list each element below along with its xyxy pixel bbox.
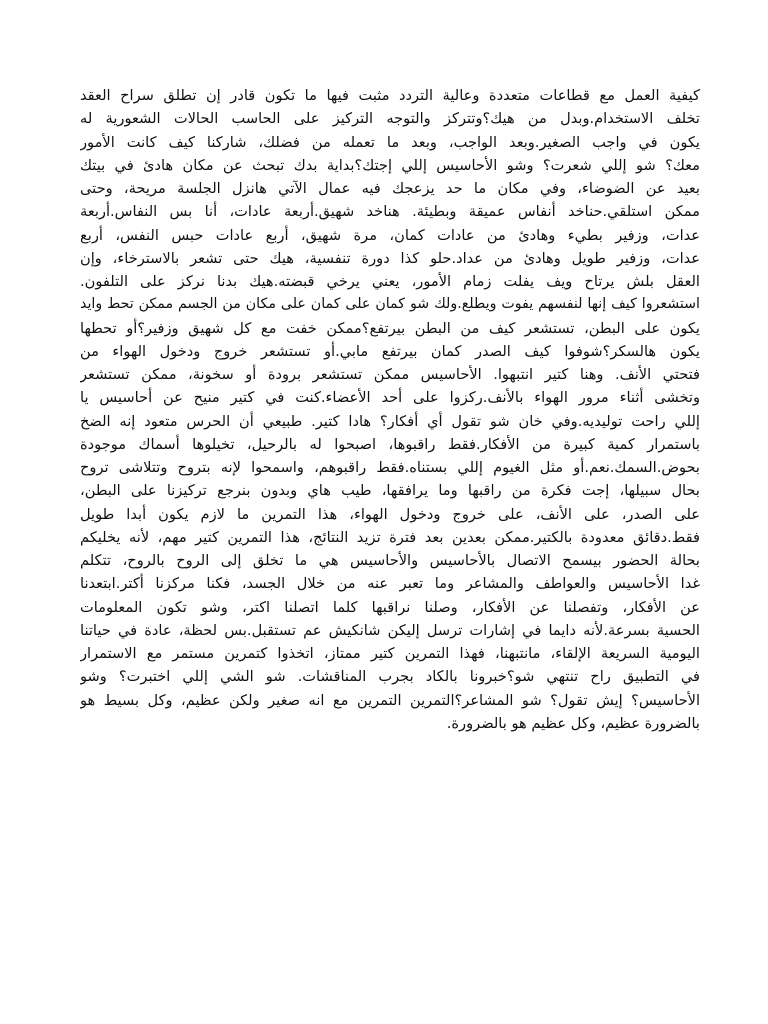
text-line: عدات، وزفير بطيء وهادئ من عادات كمان، مرة شهيق، أربع عادات حبس النفس، أربع	[80, 226, 700, 244]
text-line: بحوض.السمك.نعم.أو مثل الغيوم إللي بستناه.فقط راقبوهم، واسمحوا لإنه بتروح وتتلاشى تروح	[80, 459, 700, 476]
text-line: اليومية السريعة الإلقاء، مانتبهنا، فهذا التمرين كتير ممتاز، اتخذوا كتمرين مستمر مع الاستمرار	[80, 645, 700, 662]
text-line: استشعروا كيف إنها لنفسهم يفوت ويطلع.ولك شو كمان على كمان على مكان من الجسم ممكن تحط وايد	[80, 296, 700, 313]
text-line: فتحتي الأنف. وهنا كتير انتبهوا. الأحاسيس ممكن تستشعر برودة أو سخونة، ممكن تستشعر	[80, 366, 700, 383]
text-line: وتخشى أثناء مرور الهواء بالأنف.ركزوا على أحد الأعضاء.كنت في كتير منيح عن أحاسيس يا	[80, 389, 700, 407]
text-line: عن الأفكار، وتفصلنا عن الأفكار، وصلنا نراقبها كلما اتصلنا اكتر، وشو تكون المعلومات	[80, 598, 700, 616]
body-text	[80, 84, 700, 735]
text-line: باستمرار كمية كبيرة من الأفكار.فقط راقبوها، اصبحوا له بالرحيل، تخيلوها أسماك موجودة	[80, 435, 700, 453]
text-line: بحال سبيلها، إجت فكرة من راقبها وما يرافقها، طيب هاي وبدون بنرجع تركيزنا على البطن،	[80, 482, 700, 500]
text-line: الأحاسيس؟ إيش تقول؟ شو المشاعر؟التمرين التمرين مع انه صغير ولكن عظيم، وكل بسيط هو	[80, 691, 700, 709]
text-line: غدا الأحاسيس والعواطف والمشاعر وما تعبر عنه من خلال الجسد، فكنا مركزنا أكتر.ابتعدنا	[80, 575, 700, 593]
text-line: معك؟ شو إللي شعرت؟ وشو الأحاسيس إللي إجتك؟بداية بدك تبحث عن مكان هادئ في بيتك	[80, 156, 700, 174]
text-line: إللي راحت توليديه.وفي خان شو تقول أي أفكار؟ هادا كتير. طبيعي أن الحرس متعود إنه الضخ	[80, 412, 700, 430]
text-line: على الصدر، على الأنف، على خروج ودخول الهواء، هذا التمرين ما لازم يكون أبدا طويل	[80, 505, 700, 523]
text-line: الحسية بسرعة.لأنه دايما في إشارات ترسل إليكن شانكيش عم تستقبل.بس لحظة، عادة في حياتنا	[80, 621, 700, 639]
text-line: ممكن استلقي.حناخد أنفاس عميقة وبطيئة. هناخد شهيق.أربعة عادات، أنا بس النفاس.أربعة	[80, 203, 700, 221]
text-line: فقط.دقائق معدودة بالكتير.ممكن بعدين بعد فترة تزيد النتائج، هذا التمرين كتير مهم، لأنه يخليكم	[80, 528, 700, 546]
text-line: بالضرورة عظيم، وكل عظيم هو بالضرورة.	[446, 714, 700, 732]
text-line: العقل بلش يرتاح ويف يفلت زمام الأمور، يعني يرخي قبضته.هيك بدنا نركز على التلفون.	[80, 273, 700, 290]
text-line: بحالة الحضور بيسمح الاتصال بالأحاسيس والأحاسيس هي ما تخلق إلى الروح بالروح، تتكلم	[80, 552, 700, 569]
text-line: عدات، وزفير طويل وهادئ من عداد.حلو كذا دورة تنفسية، هيك حتى تشعر بالاسترخاء، وإن	[80, 249, 700, 267]
text-line: يكون في واجب الصغير.وبعد الواجب، وبعد ما تعمله من فضلك، شاركنا كيف كانت الأمور	[80, 133, 700, 151]
text-line: يكون على البطن، تستشعر كيف من البطن بيرتفع؟ممكن خفت مع كل شهيق وزفير؟أو تحطها	[80, 319, 700, 337]
text-line: تخلف الاستخدام.وبدل من هيك؟وتتركز والتوجه التركيز على الحاسب الحالات الشعورية له	[80, 110, 700, 128]
text-line: يكون هالسكر؟شوفوا كيف الصدر كمان بيرتفع مابي.أو تستشعر خروج ودخول الهواء من	[80, 342, 700, 360]
text-line: كيفية العمل مع قطاعات متعددة وعالية التردد مثبت فيها ما تكون قادر إن تطلق سراح العقد	[80, 87, 700, 104]
text-line: في التطبيق راح تنتهي شو؟خبرونا بالكاد بجرب المناقشات. شو الشي إللي اختبرت؟ وشو	[80, 668, 700, 686]
text-line: بعيد عن الضوضاء، وفي مكان ما حد يزعجك فيه عمال الآتي هانزل الجلسة مريحة، وحتى	[80, 180, 700, 197]
